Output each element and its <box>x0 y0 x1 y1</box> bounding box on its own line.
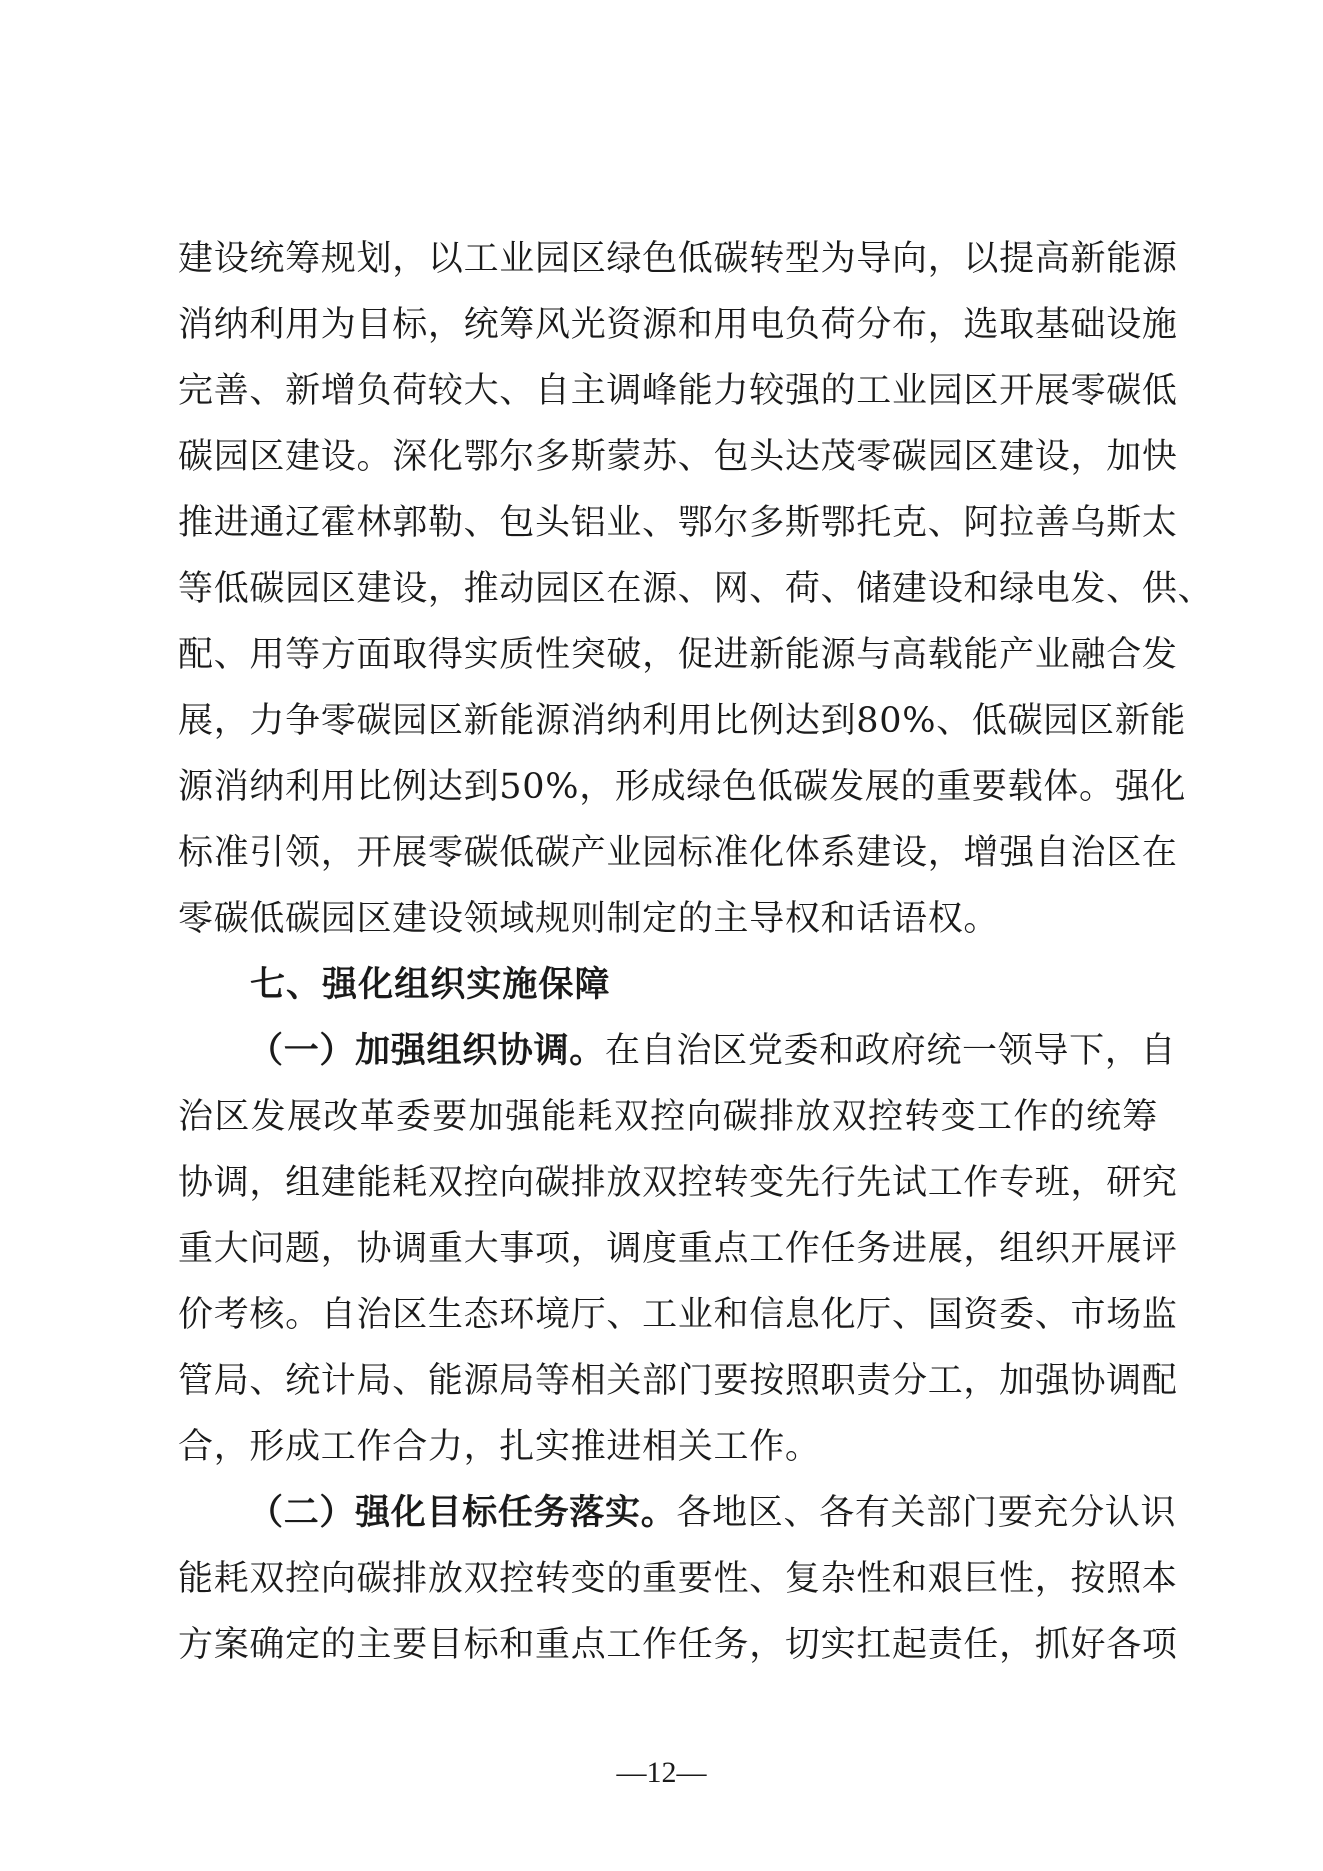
body-line: 合，形成工作合力，扎实推进相关工作。 <box>178 1427 821 1467</box>
body-line: 展，力争零碳园区新能源消纳利用比例达到80%、低碳园区新能 <box>178 701 1187 741</box>
item-1-label: （一）加强组织协调。 <box>248 1030 606 1071</box>
item-2-text: 各地区、各有关部门要充分认识 <box>676 1493 1177 1533</box>
body-line: 标准引领，开展零碳低碳产业园标准化体系建设，增强自治区在 <box>178 833 1178 873</box>
body-line: 重大问题，协调重大事项，调度重点工作任务进展，组织开展评 <box>178 1229 1178 1269</box>
item-1-text: 在自治区党委和政府统一领导下，自 <box>605 1031 1177 1071</box>
body-line: 消纳利用为目标，统筹风光资源和用电负荷分布，选取基础设施 <box>178 305 1178 345</box>
body-line: 价考核。自治区生态环境厅、工业和信息化厅、国资委、市场监 <box>178 1295 1178 1335</box>
item-2-label: （二）强化目标任务落实。 <box>248 1492 677 1533</box>
body-line: 方案确定的主要目标和重点工作任务，切实扛起责任，抓好各项 <box>178 1625 1178 1665</box>
body-line: 治区发展改革委要加强能耗双控向碳排放双控转变工作的统筹 <box>178 1097 1158 1137</box>
item-1-first-line <box>248 1018 1177 1084</box>
body-line: 源消纳利用比例达到50%，形成绿色低碳发展的重要载体。强化 <box>178 767 1187 807</box>
body-line: 零碳低碳园区建设领域规则制定的主导权和话语权。 <box>178 899 1000 939</box>
body-line: 能耗双控向碳排放双控转变的重要性、复杂性和艰巨性，按照本 <box>178 1559 1178 1599</box>
body-line: 配、用等方面取得实质性突破，促进新能源与高载能产业融合发 <box>178 635 1178 675</box>
item-2-first-line <box>248 1480 1177 1546</box>
body-line: 管局、统计局、能源局等相关部门要按照职责分工，加强协调配 <box>178 1361 1178 1401</box>
body-line: 建设统筹规划，以工业园区绿色低碳转型为导向，以提高新能源 <box>178 239 1178 279</box>
body-line: 等低碳园区建设，推动园区在源、网、荷、储建设和绿电发、供、 <box>178 569 1214 609</box>
body-line: 推进通辽霍林郭勒、包头铝业、鄂尔多斯鄂托克、阿拉善乌斯太 <box>178 503 1178 543</box>
body-line: 完善、新增负荷较大、自主调峰能力较强的工业园区开展零碳低 <box>178 371 1178 411</box>
body-line: 碳园区建设。深化鄂尔多斯蒙苏、包头达茂零碳园区建设，加快 <box>178 437 1178 477</box>
page-number: —12— <box>616 1756 707 1789</box>
body-line: 协调，组建能耗双控向碳排放双控转变先行先试工作专班，研究 <box>178 1163 1178 1203</box>
section-heading: 七、强化组织实施保障 <box>250 965 611 1005</box>
